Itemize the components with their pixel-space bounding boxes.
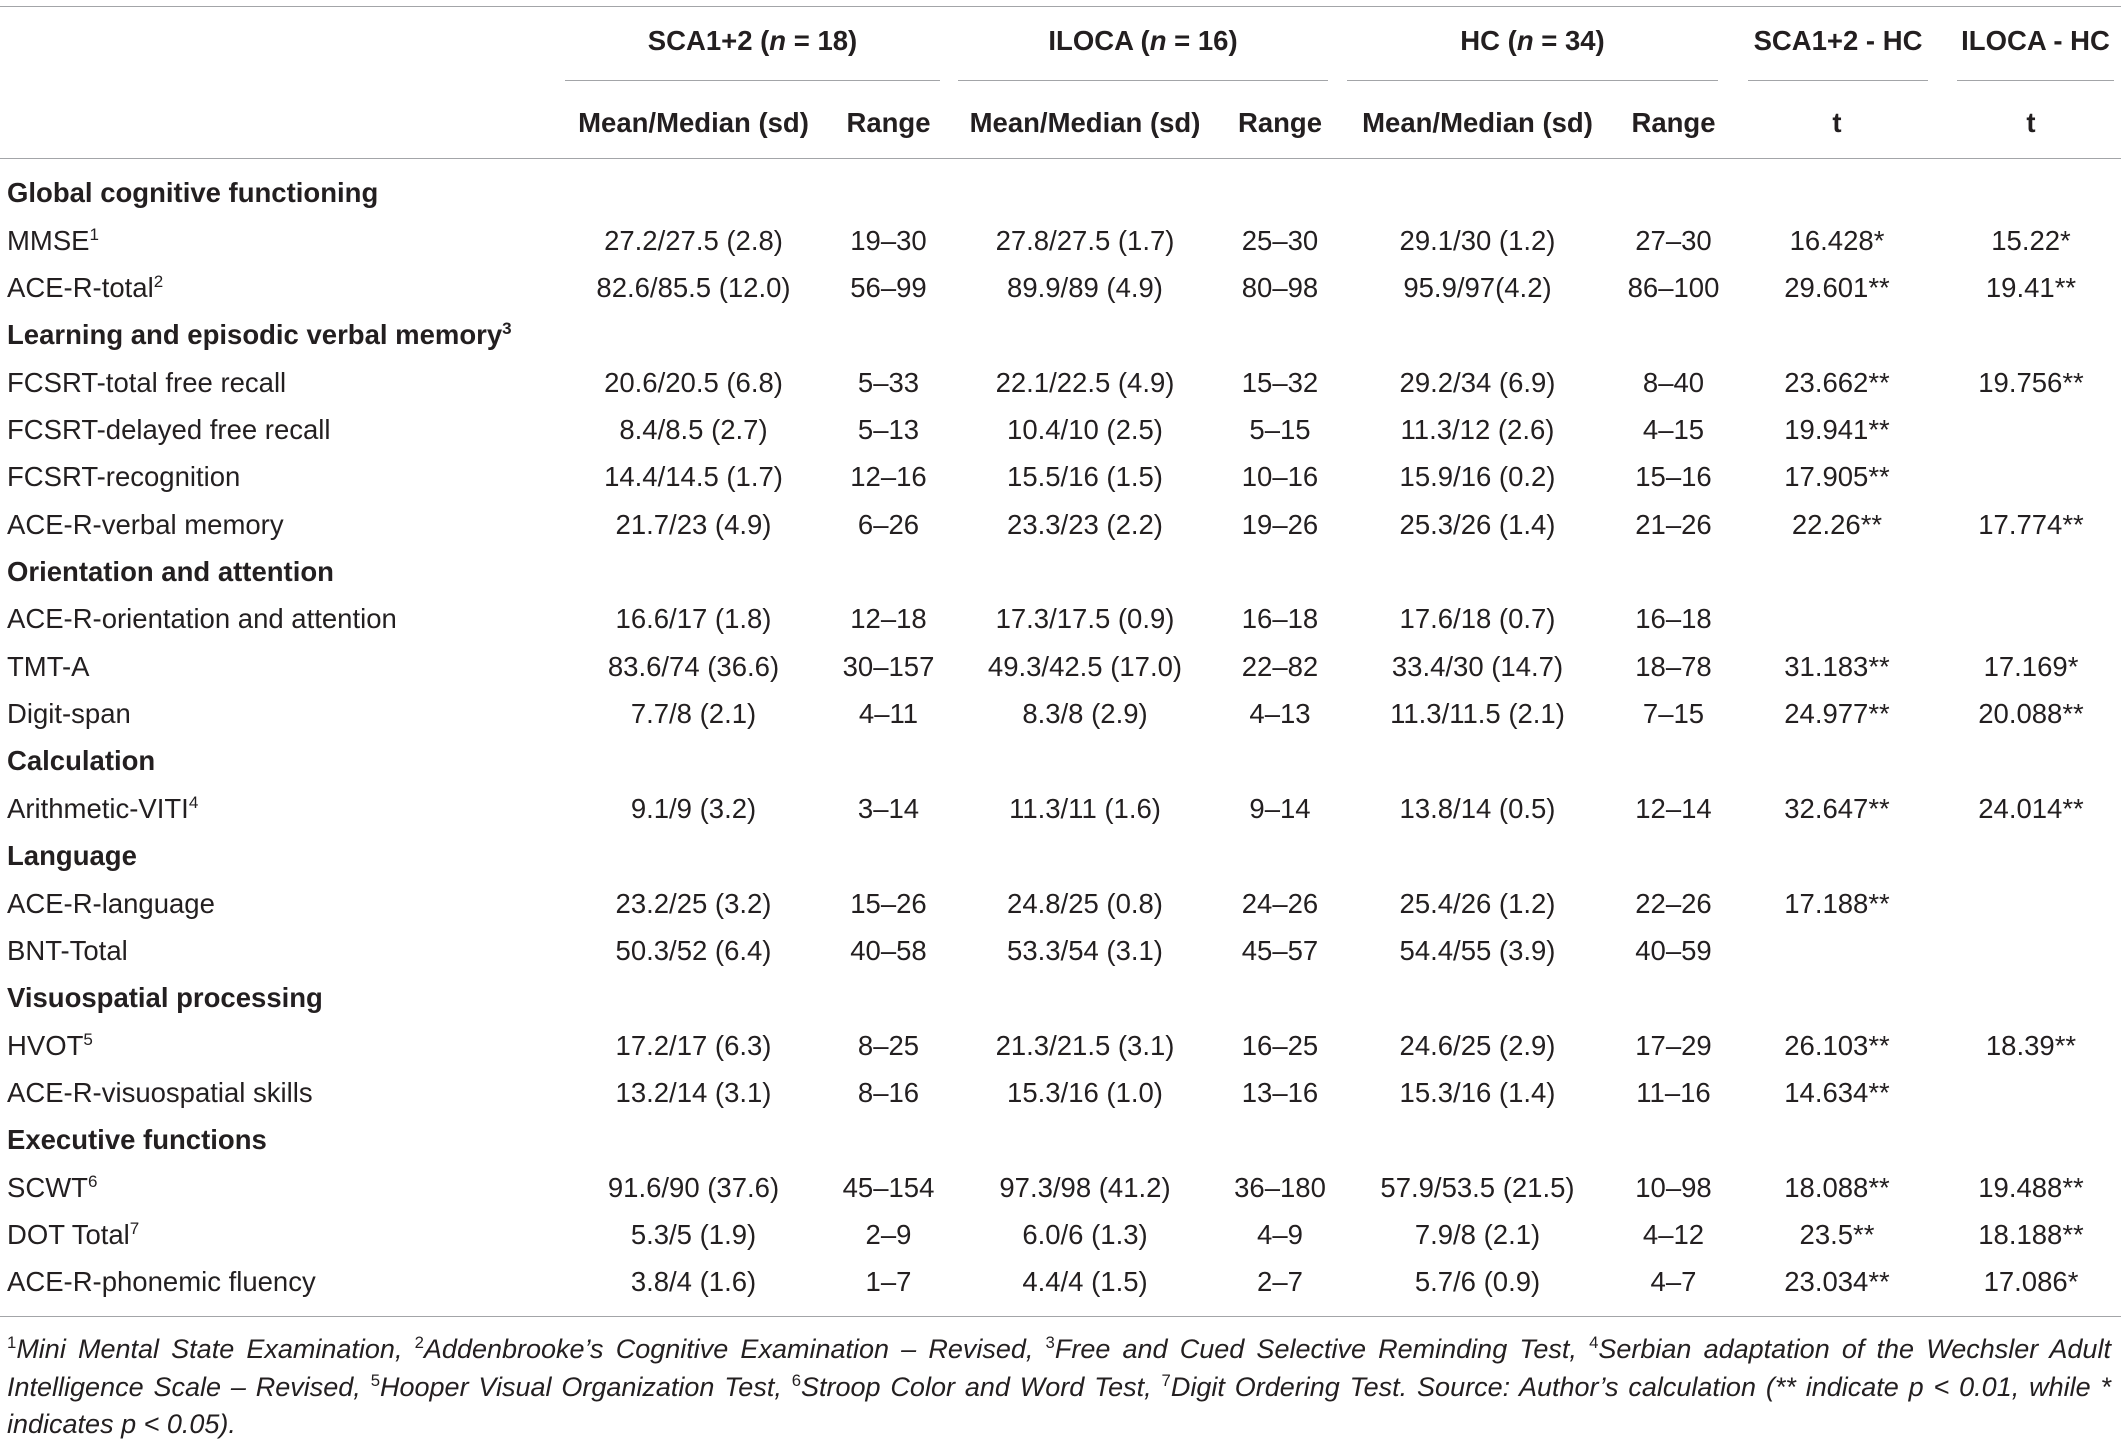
- group-header-hc: [1347, 8, 1718, 81]
- table-top-rule: [0, 6, 2121, 7]
- footnote-marker: 6: [87, 1171, 98, 1191]
- subheader-iloca-mean-median: Mean/Median (sd): [969, 107, 1201, 138]
- cell-iloca-vs-hc-t: 20.088**: [1978, 698, 2084, 730]
- cell-sca12-range: 12–18: [850, 603, 927, 635]
- group-header-label: ILOCA (: [1048, 25, 1150, 56]
- section-heading: Global cognitive functioning: [7, 177, 379, 209]
- section-row: [0, 1117, 2121, 1164]
- cell-hc-range: 21–26: [1635, 508, 1712, 540]
- group-header-sca12: [565, 8, 940, 81]
- table-row: [0, 454, 2121, 501]
- cell-sca12-mean-median: 27.2/27.5 (2.8): [604, 224, 783, 256]
- cell-sca12-range: 19–30: [850, 224, 927, 256]
- cell-hc-range: 15–16: [1635, 461, 1712, 493]
- cell-iloca-range: 36–180: [1234, 1171, 1326, 1203]
- cell-hc-range: 4–12: [1642, 1218, 1705, 1250]
- footnote-text: Mini Mental State Examination,: [16, 1334, 403, 1364]
- row-label-cell: [0, 1266, 561, 1298]
- cell-hc-range: 40–59: [1635, 934, 1712, 966]
- cell-iloca-range: 16–18: [1241, 603, 1319, 635]
- cell-sca12-range: 8–16: [857, 1076, 920, 1108]
- row-label: ACE-R-orientation and attention: [7, 603, 397, 635]
- row-label: FCSRT-delayed free recall: [7, 414, 331, 446]
- cell-hc-mean-median: 29.2/34 (6.9): [1399, 366, 1556, 398]
- table-row: [0, 690, 2121, 737]
- cell-sca12-range: 56–99: [850, 272, 927, 304]
- cell-iloca-mean-median: 97.3/98 (41.2): [999, 1171, 1171, 1203]
- group-header-label: SCA1+2 - HC: [1753, 25, 1923, 56]
- row-label-cell: [0, 603, 561, 635]
- row-label-cell: [0, 461, 561, 493]
- subheader-sca12-vs-hc-t: t: [1832, 107, 1842, 138]
- cell-sca12-range: 5–13: [857, 414, 920, 446]
- cell-sca12-vs-hc-t: 24.977**: [1784, 698, 1890, 730]
- table-row: [0, 217, 2121, 264]
- group-header-sca12-vs-hc: [1748, 8, 1928, 81]
- table-row: [0, 359, 2121, 406]
- cell-sca12-range: 12–16: [850, 461, 927, 493]
- section-row: [0, 548, 2121, 595]
- cell-hc-range: 11–16: [1636, 1076, 1711, 1108]
- cell-iloca-range: 4–13: [1249, 698, 1311, 730]
- sample-size-symbol: n: [1516, 25, 1534, 56]
- row-label-cell: [0, 698, 561, 730]
- cell-hc-range: 8–40: [1642, 366, 1705, 398]
- header-blank-cell: [0, 8, 561, 81]
- cell-iloca-vs-hc-t: 15.22*: [1991, 224, 2071, 256]
- section-heading-cell: [0, 177, 2121, 209]
- table-row: [0, 264, 2121, 311]
- row-label: FCSRT-recognition: [7, 461, 241, 493]
- cell-sca12-range: 1–7: [865, 1266, 912, 1298]
- cell-iloca-range: 13–16: [1241, 1076, 1319, 1108]
- cell-hc-range: 18–78: [1635, 650, 1712, 682]
- row-label: Digit-span: [7, 698, 131, 730]
- footnote-marker: 3: [502, 319, 512, 339]
- cell-iloca-mean-median: 11.3/11 (1.6): [1009, 792, 1161, 824]
- row-label-cell: [0, 793, 561, 825]
- footnote-text: Stroop Color and Word Test,: [801, 1371, 1152, 1402]
- cell-iloca-vs-hc-t: 18.188**: [1978, 1218, 2084, 1250]
- cell-iloca-range: 15–32: [1241, 366, 1319, 398]
- group-header-row: [0, 8, 2121, 81]
- row-label-cell: [0, 1172, 561, 1204]
- sample-size-symbol: n: [1149, 25, 1167, 56]
- section-row: [0, 975, 2121, 1022]
- sample-size-symbol: n: [769, 25, 787, 56]
- cell-sca12-mean-median: 14.4/14.5 (1.7): [604, 461, 783, 493]
- cell-sca12-vs-hc-t: 29.601**: [1784, 272, 1890, 304]
- row-label-cell: [0, 367, 561, 399]
- cell-hc-mean-median: 17.6/18 (0.7): [1399, 603, 1556, 635]
- section-heading: Calculation: [7, 745, 156, 777]
- group-header-label: SCA1+2 (: [647, 25, 770, 56]
- cell-hc-range: 16–18: [1635, 603, 1712, 635]
- cell-iloca-vs-hc-t: 19.41**: [1985, 272, 2077, 304]
- cell-iloca-range: 45–57: [1241, 934, 1319, 966]
- table-row: [0, 1069, 2121, 1116]
- cell-hc-mean-median: 11.3/11.5 (2.1): [1390, 698, 1565, 730]
- subheader-iloca-range: Range: [1237, 107, 1323, 138]
- cell-hc-range: 12–14: [1635, 792, 1712, 824]
- row-label: BNT-Total: [7, 934, 128, 966]
- cell-hc-mean-median: 15.9/16 (0.2): [1399, 461, 1556, 493]
- table-row: [0, 596, 2121, 643]
- section-heading: Language: [7, 840, 137, 872]
- table-row: [0, 1211, 2121, 1258]
- cell-iloca-range: 22–82: [1241, 650, 1319, 682]
- table-row: [0, 643, 2121, 690]
- cell-hc-mean-median: 25.4/26 (1.2): [1399, 887, 1556, 919]
- cell-sca12-mean-median: 83.6/74 (36.6): [607, 650, 780, 682]
- cell-hc-range: 4–7: [1650, 1266, 1697, 1298]
- cell-hc-mean-median: 57.9/53.5 (21.5): [1380, 1171, 1575, 1203]
- subheader-sca12-range: Range: [846, 107, 931, 138]
- row-label: HVOT: [7, 1029, 84, 1061]
- cell-sca12-vs-hc-t: 32.647**: [1784, 792, 1890, 824]
- cell-iloca-range: 19–26: [1241, 508, 1319, 540]
- cell-iloca-range: 9–14: [1249, 792, 1311, 824]
- cell-hc-range: 4–15: [1642, 414, 1705, 446]
- cell-sca12-mean-median: 21.7/23 (4.9): [615, 508, 772, 540]
- row-label: DOT Total: [7, 1218, 130, 1250]
- subheader-sca12-mean-median: Mean/Median (sd): [578, 107, 809, 138]
- section-row: [0, 312, 2121, 359]
- cell-iloca-mean-median: 15.3/16 (1.0): [1007, 1076, 1163, 1108]
- section-heading: Visuospatial processing: [7, 982, 323, 1014]
- footnote-marker: 2: [414, 1332, 424, 1352]
- row-label-cell: [0, 225, 561, 257]
- cell-sca12-range: 3–14: [857, 792, 920, 824]
- cell-sca12-vs-hc-t: 23.662**: [1784, 366, 1890, 398]
- footnote-marker: 4: [188, 792, 199, 812]
- footnote-text: Addenbrooke’s Cognitive Examination – Revised,: [423, 1334, 1034, 1364]
- cell-iloca-range: 4–9: [1257, 1218, 1303, 1250]
- footnote-marker: 1: [7, 1332, 17, 1352]
- cell-sca12-range: 30–157: [842, 650, 935, 682]
- cell-sca12-mean-median: 7.7/8 (2.1): [630, 698, 757, 730]
- row-label-cell: [0, 414, 561, 446]
- cell-sca12-range: 2–9: [865, 1218, 912, 1250]
- header-blank-cell: [0, 82, 561, 158]
- cell-sca12-mean-median: 50.3/52 (6.4): [615, 934, 772, 966]
- cell-sca12-range: 45–154: [842, 1171, 935, 1203]
- row-label: ACE-R-phonemic fluency: [7, 1266, 316, 1298]
- row-label: SCWT: [7, 1171, 88, 1203]
- cell-iloca-mean-median: 8.3/8 (2.9): [1022, 698, 1148, 730]
- cell-sca12-range: 5–33: [857, 366, 920, 398]
- row-label: Arithmetic-VITI: [7, 792, 189, 824]
- group-header-iloca-vs-hc: [1957, 8, 2114, 81]
- cell-sca12-range: 15–26: [850, 887, 927, 919]
- section-row: [0, 833, 2121, 880]
- row-label: FCSRT-total free recall: [7, 366, 287, 398]
- table-row: [0, 927, 2121, 974]
- cell-sca12-vs-hc-t: 19.941**: [1784, 414, 1890, 446]
- cell-sca12-vs-hc-t: 17.188**: [1784, 887, 1890, 919]
- cell-iloca-mean-median: 24.8/25 (0.8): [1007, 887, 1163, 919]
- cell-hc-mean-median: 13.8/14 (0.5): [1399, 792, 1556, 824]
- cell-sca12-mean-median: 5.3/5 (1.9): [630, 1218, 757, 1250]
- row-label-cell: [0, 509, 561, 541]
- table-row: [0, 1022, 2121, 1069]
- cell-sca12-vs-hc-t: 22.26**: [1791, 508, 1883, 540]
- cell-iloca-mean-median: 10.4/10 (2.5): [1007, 414, 1163, 446]
- cell-iloca-mean-median: 4.4/4 (1.5): [1022, 1266, 1148, 1298]
- cell-iloca-vs-hc-t: 17.086*: [1983, 1266, 2079, 1298]
- cell-hc-mean-median: 15.3/16 (1.4): [1399, 1076, 1556, 1108]
- row-label-cell: [0, 1219, 561, 1251]
- table-row: [0, 501, 2121, 548]
- cell-iloca-range: 25–30: [1241, 224, 1319, 256]
- header-separator-rule: [0, 158, 2121, 159]
- cell-sca12-range: 4–11: [858, 698, 919, 730]
- group-header-iloca: [958, 8, 1328, 81]
- cell-sca12-vs-hc-t: 23.034**: [1784, 1266, 1890, 1298]
- table-row: [0, 1259, 2121, 1306]
- cell-hc-mean-median: 29.1/30 (1.2): [1399, 224, 1556, 256]
- footnote-marker: 3: [1045, 1332, 1055, 1352]
- section-heading-cell: [0, 982, 2121, 1014]
- cell-iloca-mean-median: 21.3/21.5 (3.1): [995, 1029, 1175, 1061]
- row-label-cell: [0, 272, 561, 304]
- footnote-marker: 1: [89, 224, 99, 244]
- row-label-cell: [0, 935, 561, 967]
- section-row: [0, 738, 2121, 785]
- cell-hc-mean-median: 25.3/26 (1.4): [1399, 508, 1556, 540]
- footnote-text: Free and Cued Selective Reminding Test,: [1054, 1334, 1577, 1364]
- section-heading-cell: [0, 319, 2121, 351]
- footnote-marker: 4: [1589, 1332, 1599, 1352]
- cell-iloca-range: 2–7: [1257, 1266, 1303, 1298]
- cell-hc-mean-median: 54.4/55 (3.9): [1399, 934, 1556, 966]
- footnote-marker: 5: [370, 1370, 380, 1390]
- table-row: [0, 406, 2121, 453]
- cell-sca12-mean-median: 8.4/8.5 (2.7): [619, 414, 768, 446]
- subheader-hc-range: Range: [1631, 107, 1716, 138]
- cell-iloca-mean-median: 6.0/6 (1.3): [1022, 1218, 1148, 1250]
- cell-iloca-vs-hc-t: 17.774**: [1978, 508, 2084, 540]
- cell-iloca-mean-median: 53.3/54 (3.1): [1007, 934, 1163, 966]
- table-footnotes: [7, 1331, 2111, 1444]
- cell-iloca-mean-median: 49.3/42.5 (17.0): [987, 650, 1183, 682]
- footnote-text: Hooper Visual Organization Test,: [380, 1371, 782, 1402]
- cell-sca12-vs-hc-t: 16.428*: [1789, 224, 1885, 256]
- cell-sca12-vs-hc-t: 18.088**: [1784, 1171, 1890, 1203]
- cell-sca12-range: 40–58: [850, 934, 927, 966]
- table-row: [0, 880, 2121, 927]
- table-row: [0, 1164, 2121, 1211]
- row-label: ACE-R-language: [7, 887, 215, 919]
- cell-iloca-range: 5–15: [1249, 414, 1311, 446]
- cell-sca12-vs-hc-t: 17.905**: [1784, 461, 1890, 493]
- cell-iloca-vs-hc-t: 24.014**: [1978, 792, 2084, 824]
- cell-iloca-range: 24–26: [1241, 887, 1319, 919]
- cell-hc-range: 17–29: [1635, 1029, 1712, 1061]
- cell-sca12-mean-median: 82.6/85.5 (12.0): [596, 272, 791, 304]
- row-label-cell: [0, 1030, 561, 1062]
- group-header-label: HC (: [1460, 25, 1517, 56]
- cell-sca12-vs-hc-t: 26.103**: [1784, 1029, 1890, 1061]
- footnote-marker: 7: [1161, 1370, 1171, 1390]
- cell-hc-range: 22–26: [1635, 887, 1712, 919]
- section-heading: Executive functions: [7, 1124, 267, 1156]
- cell-sca12-mean-median: 3.8/4 (1.6): [630, 1266, 757, 1298]
- cell-sca12-mean-median: 16.6/17 (1.8): [615, 603, 772, 635]
- footnote-text: Digit Ordering Test.: [1170, 1371, 1408, 1402]
- cell-iloca-mean-median: 22.1/22.5 (4.9): [995, 366, 1175, 398]
- group-header-count: = 18): [786, 25, 858, 56]
- cell-hc-mean-median: 24.6/25 (2.9): [1399, 1029, 1556, 1061]
- section-heading-cell: [0, 556, 2121, 588]
- row-label-cell: [0, 651, 561, 683]
- table-bottom-rule: [0, 1316, 2121, 1317]
- row-label: ACE-R-total: [7, 272, 154, 304]
- group-header-count: = 34): [1533, 25, 1605, 56]
- cell-hc-mean-median: 95.9/97(4.2): [1403, 272, 1552, 304]
- cell-sca12-mean-median: 9.1/9 (3.2): [630, 792, 757, 824]
- row-label-cell: [0, 888, 561, 920]
- cell-iloca-vs-hc-t: 19.488**: [1978, 1171, 2084, 1203]
- section-heading: Orientation and attention: [7, 556, 334, 588]
- cell-iloca-range: 80–98: [1241, 272, 1319, 304]
- cell-iloca-vs-hc-t: 17.169*: [1983, 650, 2079, 682]
- cell-iloca-vs-hc-t: 18.39**: [1985, 1029, 2077, 1061]
- cell-iloca-mean-median: 15.5/16 (1.5): [1007, 461, 1163, 493]
- row-label: ACE-R-verbal memory: [7, 508, 284, 540]
- cell-hc-mean-median: 7.9/8 (2.1): [1414, 1218, 1541, 1250]
- cell-hc-range: 27–30: [1635, 224, 1712, 256]
- footnote-marker: 7: [129, 1218, 140, 1238]
- sub-header-row: [0, 82, 2121, 158]
- section-row: [0, 170, 2121, 217]
- group-header-count: = 16): [1166, 25, 1238, 56]
- cell-iloca-mean-median: 89.9/89 (4.9): [1007, 272, 1163, 304]
- cell-hc-mean-median: 11.3/12 (2.6): [1400, 414, 1555, 446]
- footnote-marker: 5: [83, 1029, 93, 1049]
- cell-sca12-range: 8–25: [857, 1029, 920, 1061]
- cell-hc-mean-median: 33.4/30 (14.7): [1391, 650, 1564, 682]
- cell-iloca-range: 10–16: [1241, 461, 1319, 493]
- cell-hc-range: 7–15: [1642, 698, 1705, 730]
- subheader-iloca-vs-hc-t: t: [2026, 107, 2036, 138]
- cell-sca12-mean-median: 91.6/90 (37.6): [607, 1171, 780, 1203]
- footnote-text: Serbian adaptation of the Wechsler Adult Intelligence Scale – Revised,: [7, 1334, 2111, 1402]
- source-note: Source: Author’s calculation (** indicate p < 0.01, while * indicates p < 0.05).: [7, 1371, 2111, 1439]
- row-label-cell: [0, 1077, 561, 1109]
- subheader-hc-mean-median: Mean/Median (sd): [1362, 107, 1593, 138]
- section-heading-cell: [0, 1124, 2121, 1156]
- cell-iloca-range: 16–25: [1241, 1029, 1319, 1061]
- cell-hc-mean-median: 5.7/6 (0.9): [1414, 1266, 1541, 1298]
- section-heading: Learning and episodic verbal memory: [7, 319, 503, 351]
- cell-sca12-mean-median: 20.6/20.5 (6.8): [604, 366, 783, 398]
- cell-iloca-mean-median: 27.8/27.5 (1.7): [995, 224, 1175, 256]
- cell-sca12-mean-median: 13.2/14 (3.1): [615, 1076, 772, 1108]
- cell-sca12-vs-hc-t: 23.5**: [1799, 1218, 1875, 1250]
- cell-iloca-mean-median: 23.3/23 (2.2): [1007, 508, 1163, 540]
- section-heading-cell: [0, 745, 2121, 777]
- group-header-label: ILOCA - HC: [1961, 25, 2110, 56]
- section-heading-cell: [0, 840, 2121, 872]
- row-label: TMT-A: [7, 650, 90, 682]
- cell-hc-range: 86–100: [1627, 272, 1720, 304]
- row-label: ACE-R-visuospatial skills: [7, 1076, 313, 1108]
- footnote-marker: 6: [791, 1370, 802, 1390]
- row-label: MMSE: [7, 224, 90, 256]
- cell-sca12-vs-hc-t: 31.183**: [1784, 650, 1890, 682]
- cell-iloca-vs-hc-t: 19.756**: [1978, 366, 2084, 398]
- cell-iloca-mean-median: 17.3/17.5 (0.9): [995, 603, 1175, 635]
- cell-sca12-vs-hc-t: 14.634**: [1784, 1076, 1890, 1108]
- cell-sca12-mean-median: 23.2/25 (3.2): [615, 887, 772, 919]
- cell-hc-range: 10–98: [1635, 1171, 1712, 1203]
- table-body: [0, 170, 2121, 1306]
- footnote-marker: 2: [153, 271, 164, 291]
- cell-sca12-range: 6–26: [857, 508, 920, 540]
- table-row: [0, 785, 2121, 832]
- cell-sca12-mean-median: 17.2/17 (6.3): [615, 1029, 772, 1061]
